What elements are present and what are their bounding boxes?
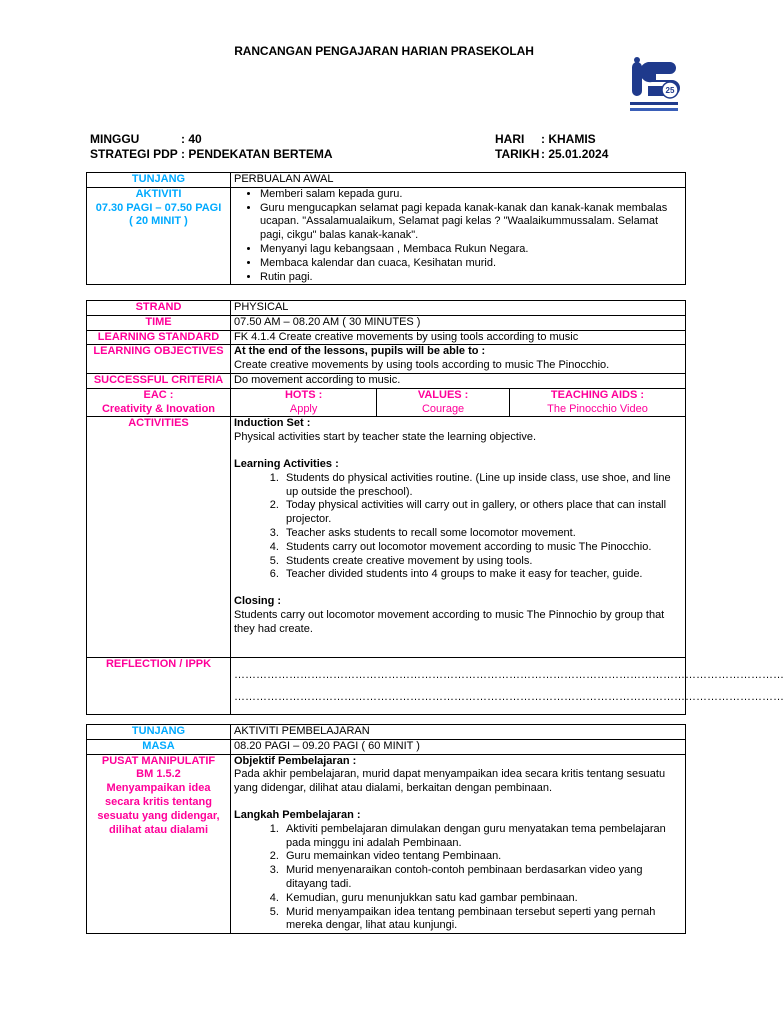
masa-label: MASA <box>87 739 231 754</box>
criteria-label: SUCCESSFUL CRITERIA <box>87 373 231 388</box>
tarikh-value: : 25.01.2024 <box>541 147 609 161</box>
aktiviti-label: AKTIVITI <box>135 187 182 200</box>
aids-value: The Pinocchio Video <box>547 402 648 415</box>
objektif-heading: Objektif Pembelajaran : <box>234 754 357 767</box>
section-physical <box>86 300 784 715</box>
aktiviti-label-cell <box>87 187 231 285</box>
list-item: 6. Teacher divided students into 4 groups to make it easy for teacher, guide. <box>282 568 682 582</box>
activities-content <box>231 417 686 657</box>
minggu-label: MINGGU <box>90 132 140 146</box>
strategi-value: : PENDEKATAN BERTEMA <box>181 147 333 161</box>
pusat-cell <box>87 754 231 934</box>
reflection-line: …………………………………………………………………………………………………………………………………… <box>234 668 784 681</box>
pusat-label: PUSAT MANIPULATIF <box>101 754 216 767</box>
objectives-heading: At the end of the lessons, pupils will be able to : <box>234 345 486 358</box>
list-item: 3. Murid menyenaraikan contoh-contoh pembinaan berdasarkan video yang ditayang tadi. <box>282 864 682 892</box>
reflection-content <box>231 657 784 714</box>
list-item: • Rutin pagi. <box>260 271 682 285</box>
minggu-value: : 40 <box>181 132 202 146</box>
hots-label: HOTS : <box>284 388 323 401</box>
hari-label: HARI <box>495 132 525 146</box>
objectives-value: Create creative movements by using tools according to music The Pinocchio. <box>234 359 610 372</box>
list-item: • Memberi salam kepada guru. <box>260 188 682 202</box>
induction-text: Physical activities start by teacher state the learning objective. <box>234 431 537 444</box>
aids-cell <box>509 389 685 417</box>
ministry-logo <box>626 58 682 118</box>
time-label: TIME <box>87 315 231 330</box>
list-item: 2. Today physical activities will carry out in gallery, or others place that can install projector. <box>282 499 682 527</box>
learning-heading: Learning Activities : <box>234 457 339 470</box>
activities-label: ACTIVITIES <box>87 417 231 657</box>
pusat-desc: Menyampaikan idea secara kritis tentang sesuatu yang didengar, dilihat atau dialami <box>97 782 220 836</box>
hari-value: : KHAMIS <box>541 132 596 146</box>
section-perbualan <box>86 172 686 285</box>
aktiviti-time: 07.30 PAGI – 07.50 PAGI <box>95 201 222 214</box>
values-value: Courage <box>421 402 465 415</box>
page-title: RANCANGAN PENGAJARAN HARIAN PRASEKOLAH <box>234 44 534 58</box>
standard-label: LEARNING STANDARD <box>87 330 231 345</box>
eac-value: Creativity & Inovation <box>101 402 216 415</box>
hots-value: Apply <box>289 402 318 415</box>
objectives-label: LEARNING OBJECTIVES <box>87 345 231 374</box>
induction-heading: Induction Set : <box>234 417 311 430</box>
pembelajaran-content <box>231 754 686 934</box>
aktiviti-duration: ( 20 MINIT ) <box>129 215 188 228</box>
eac-label: EAC : <box>143 388 174 401</box>
closing-text: Students carry out locomotor movement according to music The Pinnochio by group that they had create. <box>234 608 665 635</box>
tarikh-label: TARIKH <box>495 147 540 161</box>
header-left <box>90 132 333 162</box>
strand-value: PHYSICAL <box>231 301 686 316</box>
objectives-content <box>231 345 686 374</box>
values-label: VALUES : <box>417 388 469 401</box>
objektif-text: Pada akhir pembelajaran, murid dapat menyampaikan idea secara kritis tentang sesuatu yang didengar, dilihat atau dialami, berkaitan dengan pembinaan. <box>234 768 666 795</box>
langkah-heading: Langkah Pembelajaran : <box>234 808 361 821</box>
tunjang-value: AKTIVITI PEMBELAJARAN <box>231 725 686 740</box>
reflection-label: REFLECTION / IPPK <box>87 657 231 714</box>
list-item: 3. Teacher asks students to recall some locomotor movement. <box>282 527 682 541</box>
strategi-label: STRATEGI PDP <box>90 147 178 161</box>
header-right <box>495 132 608 162</box>
standard-value: FK 4.1.4 Create creative movements by using tools according to music <box>231 330 686 345</box>
criteria-value: Do movement according to music. <box>231 373 686 388</box>
hots-cell <box>231 389 377 417</box>
list-item: • Menyanyi lagu kebangsaan , Membaca Rukun Negara. <box>260 243 682 257</box>
pusat-code: BM 1.5.2 <box>136 768 181 781</box>
list-item: 4. Kemudian, guru menunjukkan satu kad gambar pembinaan. <box>282 892 682 906</box>
tunjang-label: TUNJANG <box>87 725 231 740</box>
masa-value: 08.20 PAGI – 09.20 PAGI ( 60 MINIT ) <box>231 739 686 754</box>
tunjang-label: TUNJANG <box>87 173 231 188</box>
aids-label: TEACHING AIDS : <box>550 388 644 401</box>
eac-cell <box>87 388 231 417</box>
list-item: 5. Murid menyampaikan idea tentang pembinaan tersebut seperti yang pernah mereka dengar, lihat atau kunjungi. <box>282 906 682 934</box>
time-value: 07.50 AM – 08.20 AM ( 30 MINUTES ) <box>231 315 686 330</box>
list-item: • Guru mengucapkan selamat pagi kepada kanak-kanak dan kanak-kanak membalas ucapan. "Assalamualaikum, Selamat pagi kelas ? "Waalaikummussalam. Selamat pagi, cikgu" balas kanak-kanak". <box>260 202 682 243</box>
section-aktiviti-pembelajaran <box>86 724 686 934</box>
list-item: 1. Aktiviti pembelajaran dimulakan dengan guru menyatakan tema pembelajaran pada minggu ini adalah Pembinaan. <box>282 823 682 851</box>
logo-number: 25 <box>665 86 675 95</box>
list-item: 2. Guru memainkan video tentang Pembinaan. <box>282 850 682 864</box>
values-cell <box>377 389 510 417</box>
hots-values-aids <box>231 388 686 417</box>
strand-label: STRAND <box>87 301 231 316</box>
reflection-line: …………………………………………………………………………………………………………………………………… <box>234 690 784 703</box>
list-item: 4. Students carry out locomotor movement according to music The Pinocchio. <box>282 541 682 555</box>
closing-heading: Closing : <box>234 595 282 608</box>
tunjang-value: PERBUALAN AWAL <box>231 173 686 188</box>
aktiviti-content <box>231 187 686 285</box>
list-item: 1. Students do physical activities routine. (Line up inside class, use shoe, and line up outside the preschool). <box>282 472 682 500</box>
list-item: • Membaca kalendar dan cuaca, Kesihatan murid. <box>260 257 682 271</box>
list-item: 5. Students create creative movement by using tools. <box>282 555 682 569</box>
